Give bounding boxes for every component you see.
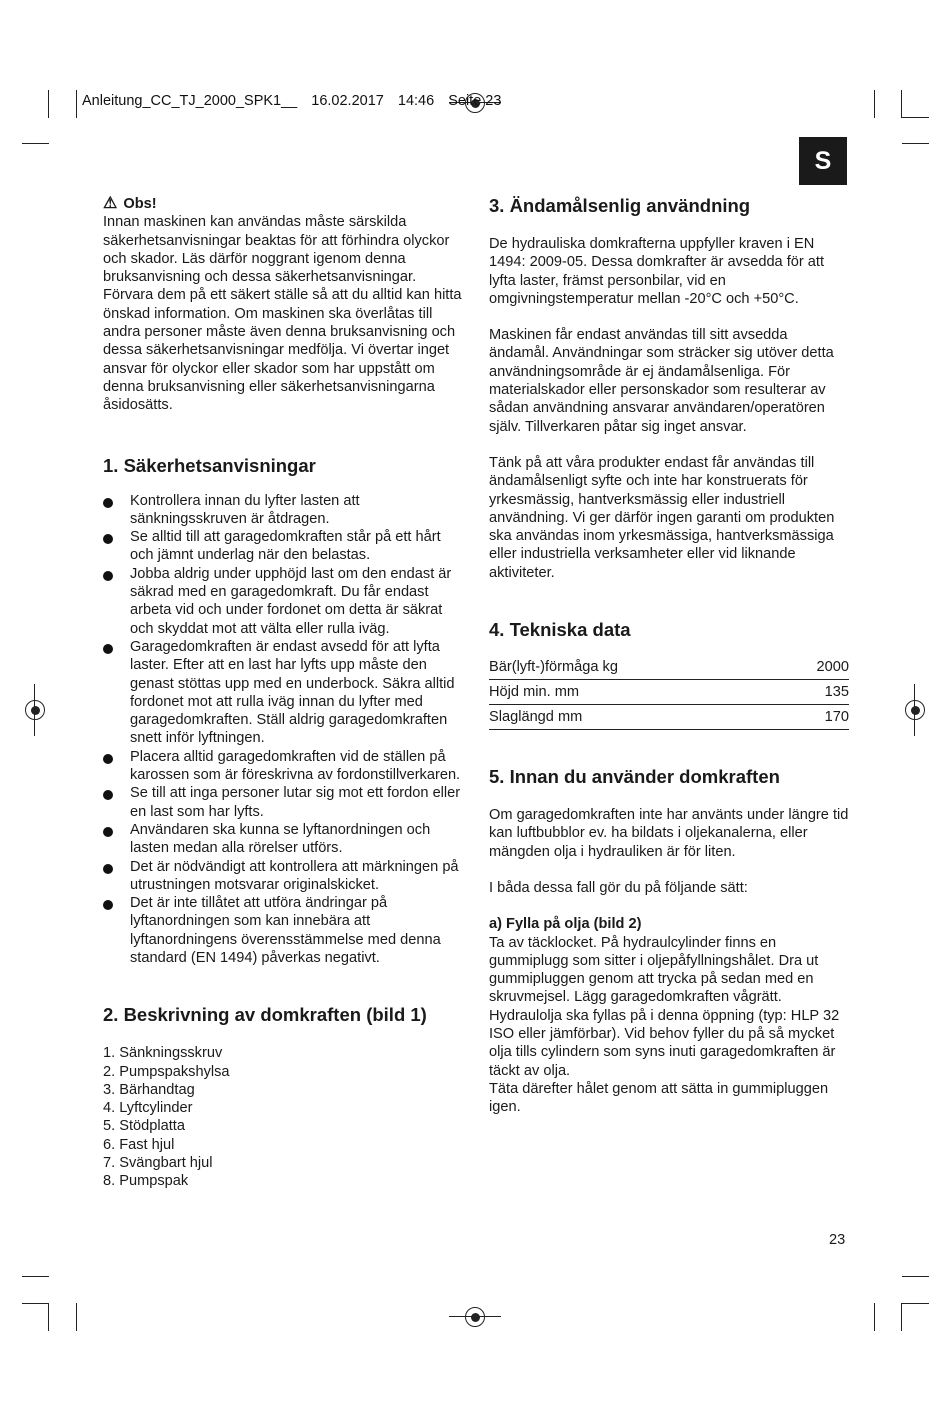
list-item: Garagedomkraften är endast avsedd för att lyfta laster. Efter att en last har lyfts upp måste den genast stöttas upp med en underbock. Säkra alltid fordonet mot att rulla iväg innan du lyfter med garagedomkraften. Ställ aldrig garagedomkraften snett inför lyftningen. — [103, 638, 468, 748]
list-item: 4. Lyftcylinder — [103, 1100, 193, 1117]
list-item: 3. Bärhandtag — [103, 1081, 195, 1098]
registration-line — [34, 684, 35, 736]
page-number: 23 — [829, 1232, 846, 1248]
tech-label: Höjd min. mm — [489, 684, 580, 701]
crop-mark — [874, 1303, 875, 1331]
crop-mark — [76, 90, 77, 118]
list-item: 6. Fast hjul — [103, 1136, 175, 1153]
crop-mark — [48, 1303, 49, 1331]
warning-triangle-icon: ⚠ — [103, 195, 118, 212]
crop-mark — [901, 1303, 929, 1304]
crop-mark — [901, 117, 929, 118]
table-row — [489, 655, 849, 680]
registration-line — [449, 1316, 501, 1317]
subheading: a) Fylla på olja (bild 2) — [489, 916, 642, 933]
registration-mark-icon — [25, 700, 45, 720]
header-date: 16.02.2017 — [311, 93, 384, 109]
table-row — [489, 705, 849, 730]
tech-value: 170 — [824, 709, 849, 726]
crop-mark — [22, 1303, 49, 1304]
safety-list — [103, 492, 468, 968]
header-filename: Anleitung_CC_TJ_2000_SPK1__ — [82, 93, 298, 109]
crop-mark — [902, 1276, 929, 1277]
paragraph: I båda dessa fall gör du på följande sätt: — [489, 879, 748, 896]
paragraph: Tänk på att våra produkter endast får användas till ändamålsenligt syfte och inte har konstruerats för yrkesmässig, hantverksmässig eller industriell användning. Vi ger därför ingen garanti om produkten ska användas inom yrkesmässiga, hantverksmässiga eller industriella verksamheter eller vid liknande aktiviteter. — [489, 454, 835, 581]
list-item: Se till att inga personer lutar sig mot ett fordon eller en last som har lyfts. — [103, 784, 468, 821]
registration-line — [914, 684, 915, 736]
crop-mark — [48, 90, 49, 118]
crop-mark — [22, 1276, 49, 1277]
crop-mark — [22, 143, 49, 144]
tech-value: 135 — [824, 684, 849, 701]
paragraph: Täta därefter hålet genom att sätta in gummipluggen igen. — [489, 1080, 829, 1116]
crop-mark — [874, 90, 875, 118]
list-item: Se alltid till att garagedomkraften står på ett hårt och jämnt underlag när den belastas. — [103, 528, 468, 565]
crop-mark — [901, 1303, 902, 1331]
tech-label: Slaglängd mm — [489, 709, 583, 726]
list-item: 1. Sänkningsskruv — [103, 1045, 223, 1062]
section4-heading: 4. Tekniska data — [489, 619, 631, 641]
list-item: Placera alltid garagedomkraften vid de ställen på karossen som är föreskrivna av fordonstillverkaren. — [103, 748, 468, 785]
warning-title — [103, 195, 468, 213]
tech-data-table — [489, 655, 849, 730]
list-item: Det är nödvändigt att kontrollera att märkningen på utrustningen motsvarar originalskicket. — [103, 858, 468, 895]
section1-heading: 1. Säkerhetsanvisningar — [103, 454, 316, 476]
list-item: 2. Pumpspakshylsa — [103, 1063, 230, 1080]
section5-heading: 5. Innan du använder domkraften — [489, 766, 780, 788]
registration-mark-icon — [905, 700, 925, 720]
crop-mark — [902, 143, 929, 144]
crop-mark — [901, 90, 902, 118]
list-item: 8. Pumpspak — [103, 1173, 189, 1190]
list-item: Det är inte tillåtet att utföra ändringar på lyftanordningen som kan innebära att lyftanordningens överensstämmelse med denna standard (EN 1494) påverkas negativt. — [103, 894, 468, 967]
header-page-ref: Seite 23 — [448, 93, 502, 109]
tech-value: 2000 — [816, 659, 849, 676]
section3-heading: 3. Ändamålsenlig användning — [489, 195, 751, 216]
paragraph: De hydrauliska domkrafterna uppfyller kraven i EN 1494: 2009-05. Dessa domkrafter är avsedda för att lyfta laster, främst personbilar, vid en omgivningstemperatur mellan -20°C och +50°C. — [489, 236, 825, 307]
right-column — [489, 195, 849, 1117]
left-column — [103, 195, 468, 1191]
header-time: 14:46 — [397, 93, 435, 109]
parts-list — [103, 1044, 468, 1190]
print-header — [82, 93, 511, 109]
warning-text: Innan maskinen kan användas måste särskilda säkerhetsanvisningar beaktas för att förhindra olyckor och skador. Läs därför noggrant igenom denna bruksanvisning och dessa säkerhetsanvisningar. Förvara dem på ett säkert ställe så att du alltid kan hitta önskad information. Om maskinen ska överlåtas till andra personer måste även denna bruksanvisning och dessa säkerhetsanvisningar medfölja. Vi övertar inget ansvar för olyckor eller skador som har uppstått om denna bruksanvisning eller säkerhetsanvisningarna åsidosätts. — [103, 214, 462, 414]
list-item: 5. Stödplatta — [103, 1118, 185, 1135]
registration-mark-icon — [465, 1307, 485, 1327]
list-item: 7. Svängbart hjul — [103, 1155, 213, 1172]
language-tab: S — [799, 137, 847, 185]
crop-mark — [76, 1303, 77, 1331]
tech-label: Bär(lyft-)förmåga kg — [489, 659, 618, 676]
table-row — [489, 680, 849, 705]
section2-heading: 2. Beskrivning av domkraften (bild 1) — [103, 1004, 427, 1026]
paragraph: Maskinen får endast användas till sitt avsedda ändamål. Användningar som sträcker sig utöver detta användningsområde är ej ändamålsenliga. För materialskador eller personskador som resulterar av sådan användning ansvarar användaren/operatören själv. Tillverkaren påtar sig inget ansvar. — [489, 327, 834, 435]
warning-title-text: Obs! — [123, 196, 157, 212]
list-item: Kontrollera innan du lyfter lasten att sänkningsskruven är åtdragen. — [103, 492, 468, 529]
list-item: Användaren ska kunna se lyftanordningen och lasten medan alla rörelser utförs. — [103, 821, 468, 858]
list-item: Jobba aldrig under upphöjd last om den endast är säkrad med en garagedomkraft. Du får endast arbeta vid och under fordonet om detta är säkrat och skyddat mot att välta eller rulla iväg. — [103, 565, 468, 638]
paragraph: Ta av täcklocket. På hydraulcylinder finns en gummiplugg som sitter i oljepåfyllningshålet. Dra ut gummipluggen genom att trycka på sedan med en skruvmejsel. Lägg garagedomkraften vågrätt. Hydraulolja ska fyllas på i denna öppning (typ: HLP 32 ISO eller jämförbar). Vid behov fyller du på så mycket olja tills cylindern som syns inuti garagedomkraften är täckt av olja. — [489, 934, 840, 1079]
paragraph: Om garagedomkraften inte har använts under längre tid kan luftbubblor ev. ha bildats i oljekanalerna, eller mängden olja i hydrauliken är för liten. — [489, 807, 849, 860]
